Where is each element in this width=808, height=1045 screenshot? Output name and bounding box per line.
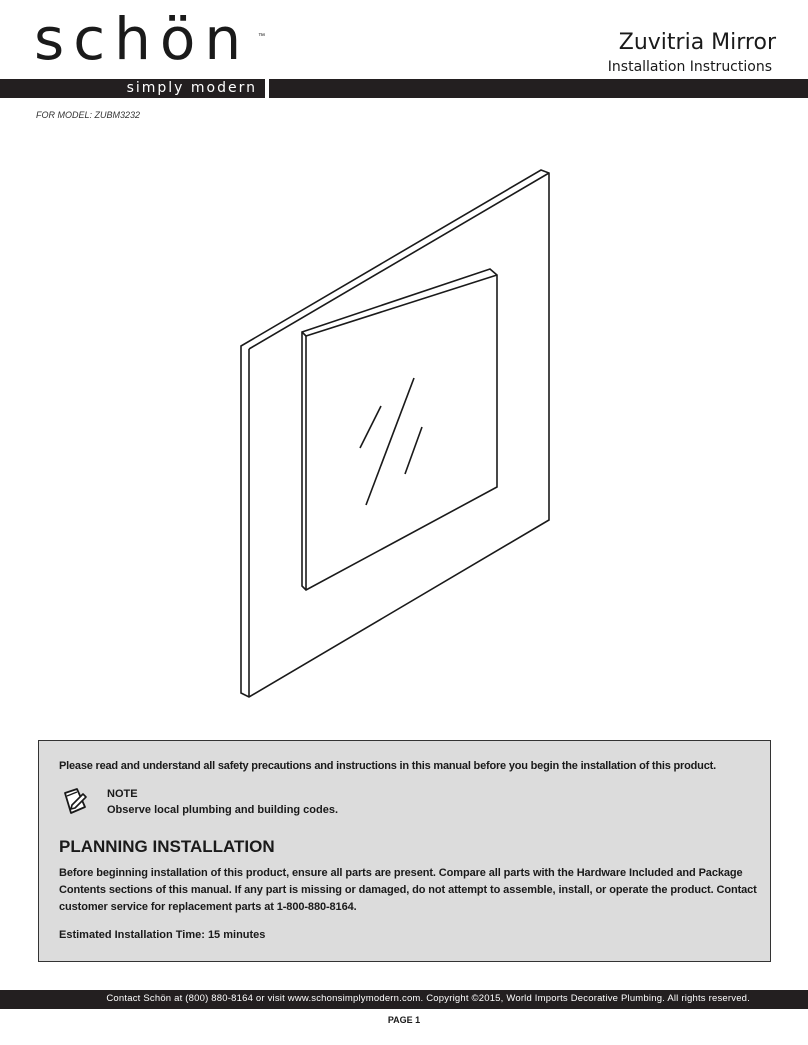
brand-tagline: simply modern [126,80,257,96]
model-number: FOR MODEL: ZUBM3232 [36,110,141,120]
page-number: PAGE 1 [387,1015,421,1025]
trademark-mark: ™ [258,33,265,40]
fluted-mirror-illustration [0,150,808,710]
footer-contact: Contact Schön at (800) 880-8164 or visit www.schonsimplymodern.com. Copyright ©2015, World Imports Decorative Plumbing. All rights reserved. [106,993,750,1004]
brand-logo: schön [34,5,251,73]
safety-intro-text: Please read and understand all safety precautions and instructions in this manual before you begin the installation of this product. [59,760,716,772]
header-bar [0,79,808,98]
note-label: NOTE [107,788,138,800]
installation-time: Estimated Installation Time: 15 minutes [59,929,266,941]
safety-info-box [38,740,771,962]
document-subtitle: Installation Instructions [607,59,772,75]
tagline-box [0,79,269,98]
planning-heading: PLANNING INSTALLATION [59,837,275,856]
note-text: Observe local plumbing and building codes. [107,804,339,816]
note-pencil-icon [59,785,93,819]
document-title: Zuvitria Mirror [618,30,776,55]
footer-bar [0,990,808,1009]
planning-body: Before beginning installation of this product, ensure all parts are present. Compare all parts with the Hardware Included and Package Contents sections of this manual. If any part is missing or damaged, do not attempt to assemble, install, or operate the product. Contact customer service for replacement parts at 1-800-880-8164. [59,867,757,913]
